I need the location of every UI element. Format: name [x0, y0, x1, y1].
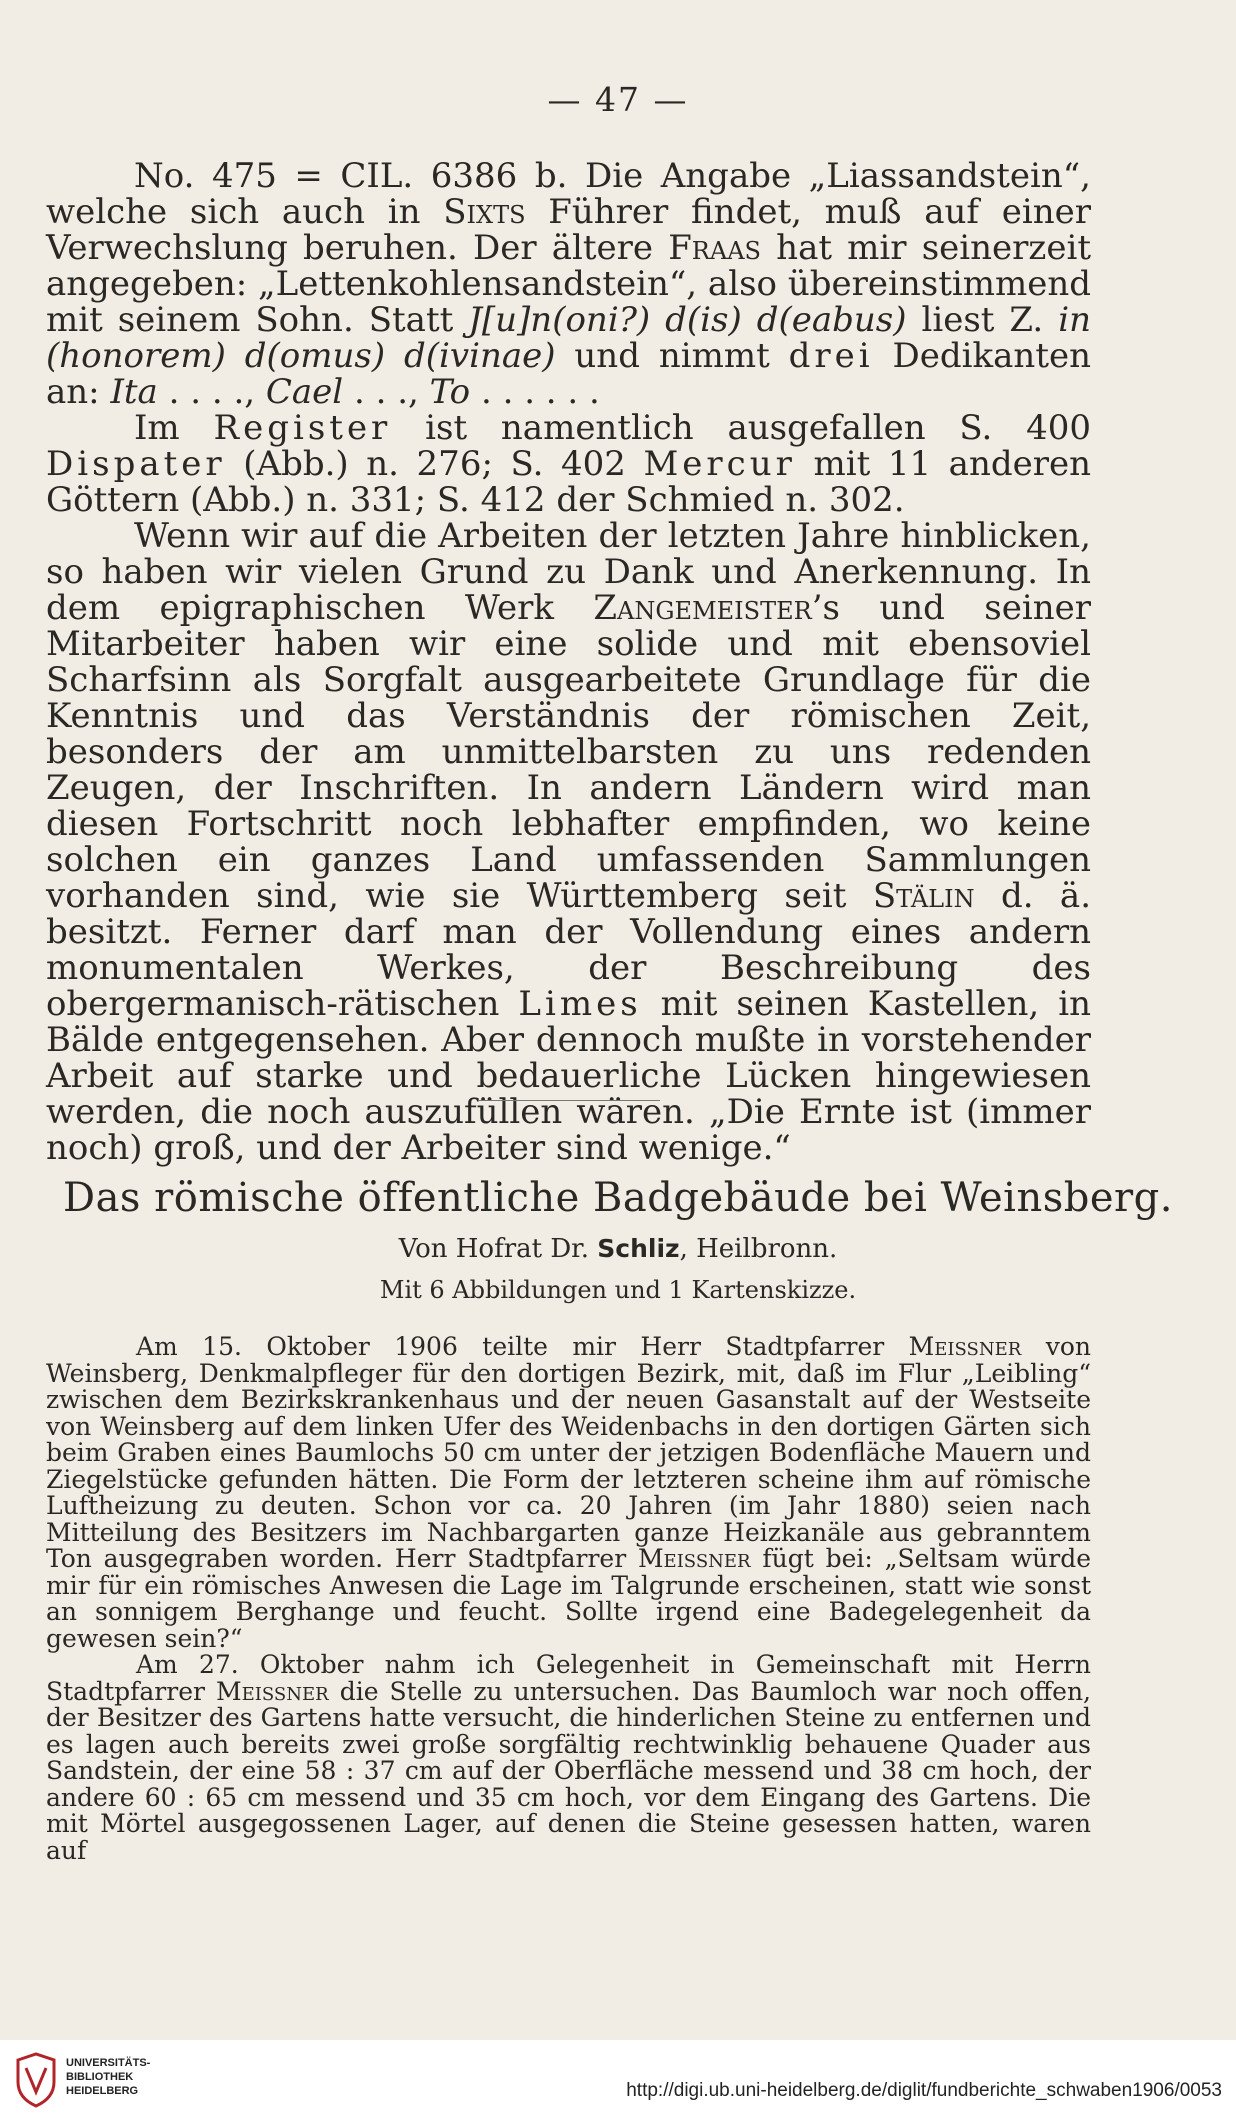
inscription-text: in (honorem) d(omus) d(ivinae) [46, 300, 1091, 376]
article-illustrations-note: Mit 6 Abbildungen und 1 Kartenskizze. [379, 1276, 857, 1304]
byline-prefix: Von Hofrat Dr. [398, 1234, 598, 1264]
university-library-logo-icon [12, 2052, 60, 2108]
library-logo-text [66, 2056, 150, 2098]
inscription-text: J[u]n(oni?) d(is) d(eabus) [468, 300, 907, 340]
text-run: Am 15. Oktober 1906 teilte mir Herr Stadtpfarrer [136, 1332, 909, 1361]
text-run: d. ä. besitzt. Ferner darf man der Vollendung eines andern monumentalen Werkes, der Beschreibung des obergermanisch-rätischen [46, 876, 1092, 1024]
text-run: ’s und seiner Mitarbeiter haben wir eine solide und mit ebensoviel Scharfsinn als Sorgfalt ausgearbeitete Grundlage für die Kenntnis und das Verständnis der römischen Zeit, besonders der am unmittelbarsten zu uns redenden Zeugen, der Inschriften. In andern Ländern wird man diesen Fortschritt noch lebhafter empfinden, wo keine solchen ein ganzes Land umfassenden Sammlungen vorhanden sind, wie sie Württemberg seit [46, 588, 1091, 916]
inscription-text: Ita [110, 372, 158, 412]
text-run: ist namentlich ausgefallen S. 400 [391, 408, 1091, 448]
person-name: Fraas [668, 228, 761, 268]
person-name: Meissner [908, 1332, 1022, 1361]
text-run: (Abb.) n. 276; S. 402 [225, 444, 644, 484]
person-name: Meissner [216, 1676, 329, 1706]
paragraph [46, 1334, 1091, 1652]
text-run: No. 475 = CIL. 6386 b. Die Angabe „Liassandstein“, welche sich auch in [46, 156, 1091, 232]
text-run: liest Z. [906, 300, 1059, 340]
text-run: Am 27. Oktober nahm ich Gelegenheit in Gemeinschaft mit Herrn Stadtpfarrer [46, 1650, 1091, 1706]
body-text-article [46, 1334, 1091, 1864]
text-run: die Stelle zu untersuchen. Das Baumloch war noch offen, der Besitzer des Gartens hatte versucht, die hinderlichen Steine zu entfernen und es lagen auch bereits zwei große sorgfältig rechtwinklig behauene Quader aus Sandstein, der eine 58 : 37 cm auf der Oberfläche messend und 38 cm hoch, der andere 60 : 65 cm messend und 35 cm hoch, vor dem Eingang des Gartens. Die mit Mörtel ausgegossenen Lager, auf denen die Steine gesessen hatten, waren auf [46, 1676, 1091, 1865]
person-name: Sixts [443, 192, 526, 232]
text-run: mit seinen Kastellen, in Bälde entgegensehen. Aber dennoch mußte in vorstehender Arbeit auf starke und bedauerliche Lücken hingewiesen werden, die noch auszufüllen wären. „Die Ernte ist (immer noch) groß, und der Arbeiter sind wenige.“ [46, 984, 1091, 1168]
byline-suffix: , Heilbronn. [679, 1234, 838, 1264]
spaced-term: Mercur [643, 444, 796, 484]
paragraph [46, 1652, 1091, 1864]
page-number: — 47 — [547, 80, 689, 119]
spaced-term: drei [788, 336, 874, 376]
text-run: Dedikanten an: [46, 336, 1092, 412]
paragraph [46, 518, 1091, 1166]
spaced-term: Dispater [46, 444, 226, 484]
text-run: hat mir seinerzeit angegeben: „Lettenkohlensandstein“, also übereinstimmend mit seinem Sohn. Statt [46, 228, 1091, 340]
article-byline [0, 1234, 1236, 1264]
paragraph [46, 158, 1091, 410]
text-run: Im [134, 408, 214, 448]
section-divider [478, 1100, 660, 1101]
text-run: Wenn wir auf die Arbeiten der letzten Jahre hinblicken, so haben wir vielen Grund zu Dank und Anerkennung. In dem epigraphischen Werk [46, 516, 1091, 628]
body-text-top [46, 158, 1091, 1166]
paragraph [46, 410, 1091, 518]
text-run: und nimmt [555, 336, 789, 376]
logo-line: HEIDELBERG [66, 2085, 139, 2097]
person-name: Zangemeister [593, 588, 812, 628]
author-name: Schliz [597, 1234, 680, 1263]
text-run: . . ., [343, 372, 430, 412]
logo-line: BIBLIOTHEK [66, 2071, 134, 2083]
footer-bar [0, 2040, 1236, 2118]
text-run: . . . . . . [470, 372, 600, 412]
article-title: Das römische öffentliche Badgebäude bei Weinsberg. [63, 1175, 1173, 1221]
spaced-term: Register [213, 408, 392, 448]
inscription-text: To [429, 372, 471, 412]
source-url-link[interactable]: http://digi.ub.uni-heidelberg.de/diglit/fundberichte_schwaben1906/0053 [626, 2080, 1222, 2101]
text-run: Führer findet, muß auf einer Verwechslung beruhen. Der ältere [46, 192, 1091, 268]
inscription-text: Cael [265, 372, 344, 412]
text-run: von Weinsberg, Denkmalpfleger für den dortigen Bezirk, mit, daß im Flur „Leibling“ zwischen dem Bezirkskrankenhaus und der neuen Gasanstalt auf der Westseite von Weinsberg auf dem linken Ufer des Weidenbachs in den dortigen Gärten sich beim Graben eines Baumlochs 50 cm unter der jetzigen Bodenfläche Mauern und Ziegelstücke gefunden hätten. Die Form der letzteren scheine ihm auf römische Luftheizung zu deuten. Schon vor ca. 20 Jahren (im Jahr 1880) seien nach Mitteilung des Besitzers im Nachbargarten ganze Heizkanäle aus gebranntem Ton ausgegraben worden. Herr Stadtpfarrer [46, 1332, 1091, 1573]
spaced-term: Limes [518, 984, 642, 1024]
logo-line: UNIVERSITÄTS- [66, 2057, 151, 2069]
text-run: mit 11 anderen Göttern (Abb.) n. 331; S. 412 der Schmied n. 302. [46, 444, 1091, 520]
text-run: . . . ., [157, 372, 266, 412]
person-name: Meissner [637, 1544, 751, 1573]
person-name: Stälin [872, 876, 975, 916]
text-run: fügt bei: „Seltsam würde mir für ein römisches Anwesen die Lage im Talgrunde erscheinen, statt wie sonst an sonnigem Berghange und feucht. Sollte irgend eine Badegelegenheit da gewesen sein?“ [46, 1544, 1092, 1653]
